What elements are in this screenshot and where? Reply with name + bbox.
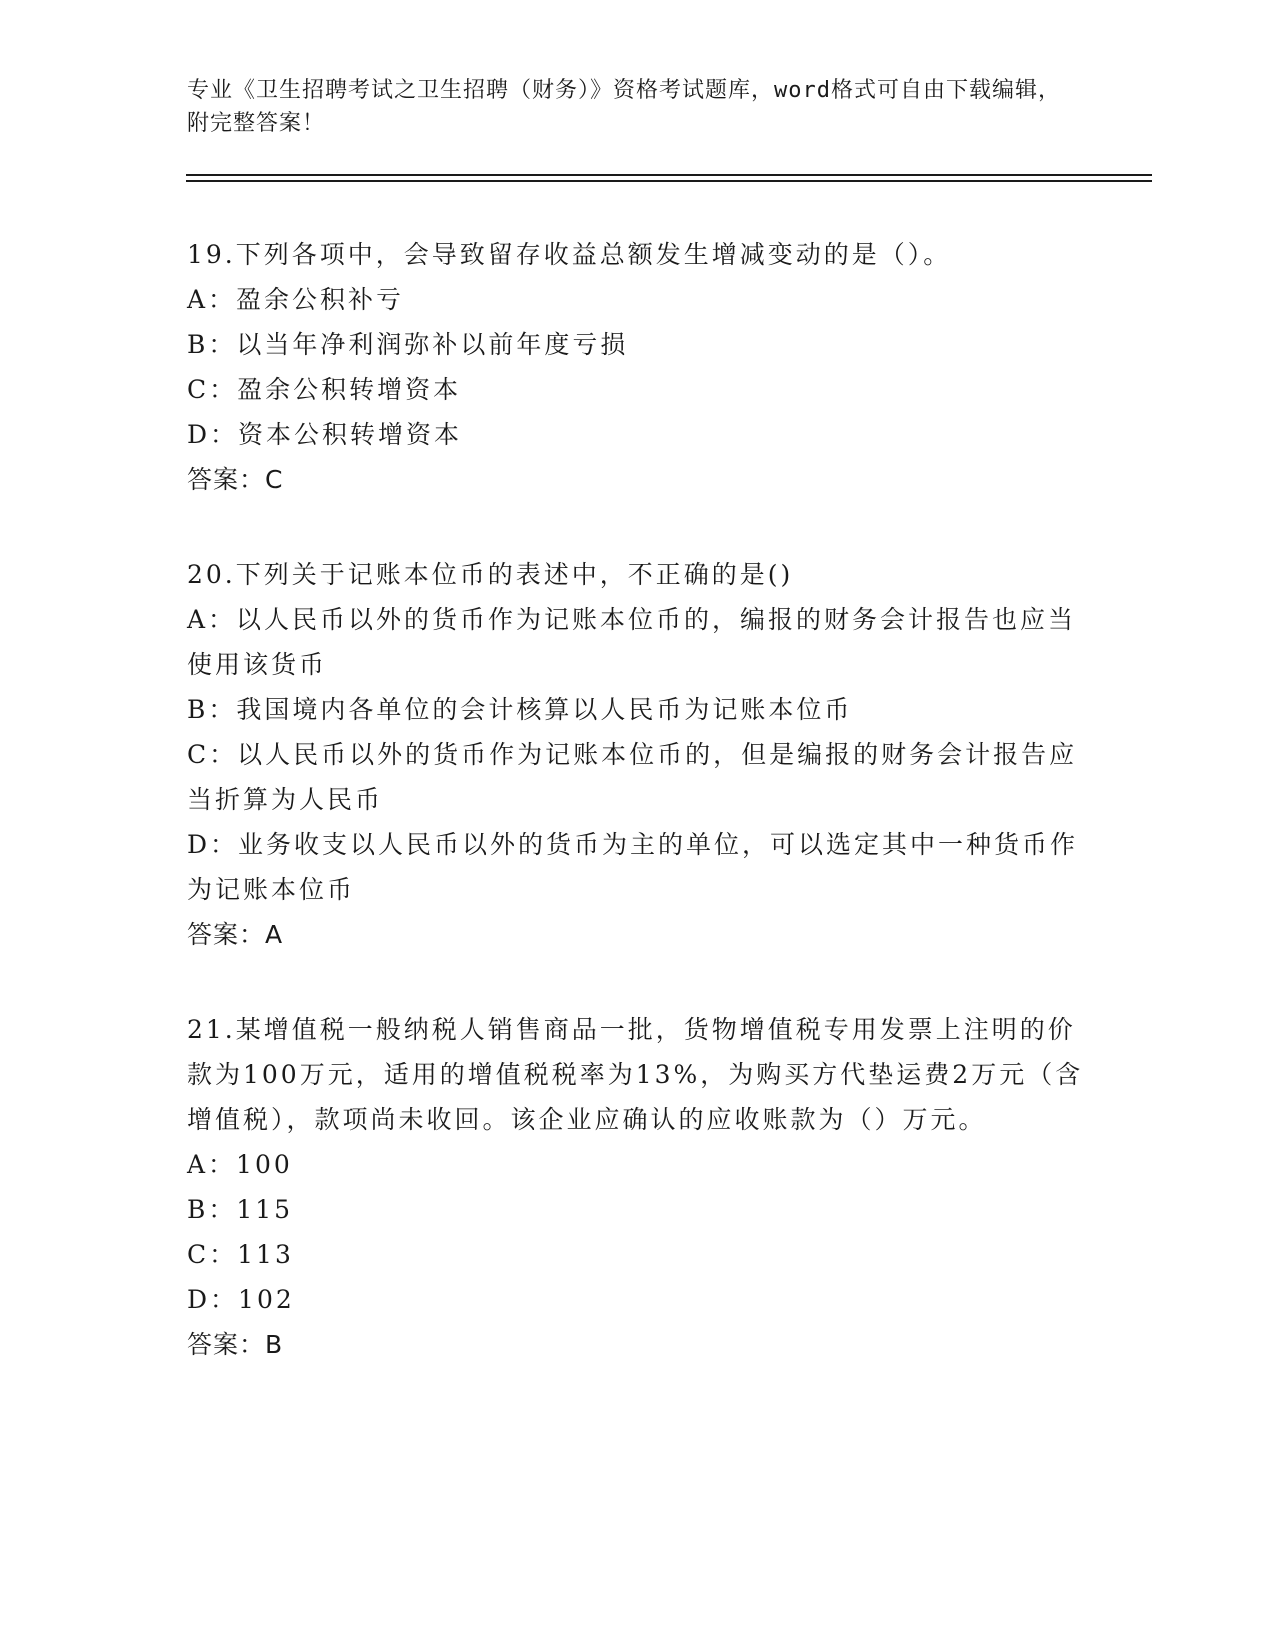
option-a: A：100 (187, 1150, 293, 1179)
question-stem: 20.下列关于记账本位币的表述中，不正确的是() (187, 560, 794, 589)
question-stem: 19.下列各项中，会导致留存收益总额发生增减变动的是（）。 (187, 240, 952, 269)
option-a: A：以人民币以外的货币作为记账本位币的，编报的财务会计报告也应当使用该货币 (187, 605, 1077, 679)
option-d: D：102 (187, 1285, 295, 1314)
option-c: C：113 (187, 1240, 294, 1269)
option-b: B：我国境内各单位的会计核算以人民币为记账本位币 (187, 695, 853, 724)
document-header (187, 74, 1067, 140)
header-title: 专业《卫生招聘考试之卫生招聘（财务）》资格考试题库，word格式可自由下载编辑，附完整答案！ (187, 78, 1061, 136)
question-stem: 21.某增值税一般纳税人销售商品一批，货物增值税专用发票上注明的价款为100万元，适用的增值税税率为13%，为购买方代垫运费2万元（含增值税），款项尚未收回。该企业应确认的应收账款为（）万元。 (187, 1015, 1084, 1134)
answer: 答案：B (187, 1330, 284, 1359)
header-divider-bottom (186, 180, 1152, 182)
option-c: C：盈余公积转增资本 (187, 375, 462, 404)
question-20 (187, 552, 1087, 957)
answer: 答案：A (187, 920, 284, 949)
header-divider-top (186, 174, 1152, 176)
option-c: C：以人民币以外的货币作为记账本位币的，但是编报的财务会计报告应当折算为人民币 (187, 740, 1078, 814)
option-d: D：业务收支以人民币以外的货币为主的单位，可以选定其中一种货币作为记账本位币 (187, 830, 1079, 904)
answer: 答案：C (187, 465, 284, 494)
option-a: A：盈余公积补亏 (187, 285, 405, 314)
option-b: B：115 (187, 1195, 294, 1224)
option-d: D：资本公积转增资本 (187, 420, 463, 449)
option-b: B：以当年净利润弥补以前年度亏损 (187, 330, 629, 359)
question-21 (187, 1007, 1087, 1367)
question-19 (187, 232, 1087, 502)
